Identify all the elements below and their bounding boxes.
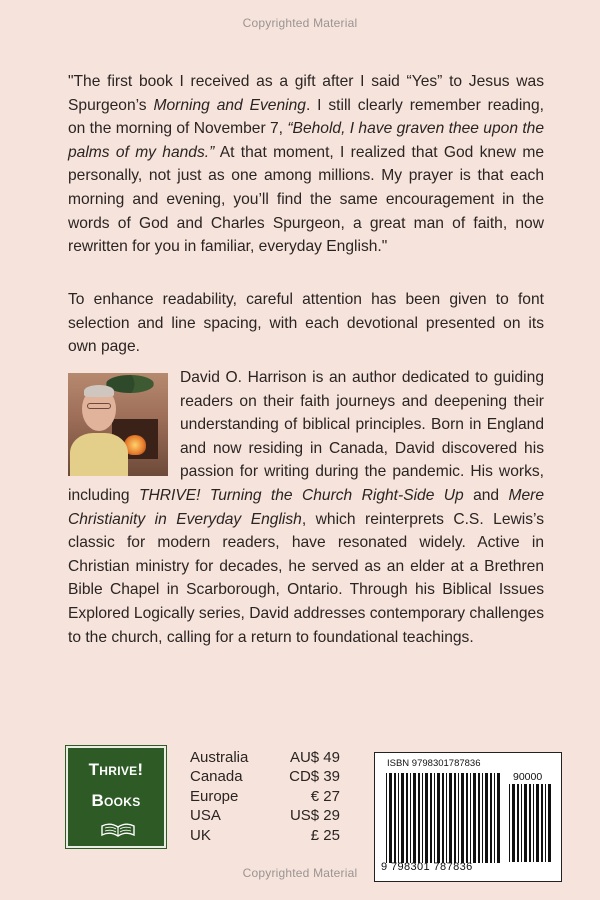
price-value: £ 25: [310, 826, 340, 844]
author-photo: [68, 373, 168, 476]
barcode-bar: [401, 773, 404, 863]
barcode-bar: [425, 773, 428, 863]
price-row-australia: [190, 748, 340, 767]
barcode-bar: [548, 784, 551, 862]
barcode-bar: [512, 784, 515, 862]
barcode-bar: [458, 773, 459, 863]
barcode-bar: [470, 773, 471, 863]
price-row-europe: [190, 787, 340, 806]
price-row-usa: [190, 806, 340, 825]
barcode-bar: [442, 773, 444, 863]
watermark-top: Copyrighted Material: [242, 16, 358, 30]
barcode-bar: [454, 773, 456, 863]
readability-paragraph: [68, 288, 544, 359]
barcode-bar: [389, 773, 392, 863]
publisher-logo: [66, 746, 166, 848]
barcode-bar: [398, 773, 399, 863]
barcode-bar: [485, 773, 488, 863]
barcode-bar: [446, 773, 447, 863]
price-row-uk: [190, 826, 340, 845]
barcode-bar: [494, 773, 495, 863]
barcode-bar: [533, 784, 534, 862]
quote-text-2: . I still clearly remember reading, on the morning of November 7,: [68, 96, 544, 138]
price-list: [190, 748, 340, 845]
barcode-bar: [524, 784, 527, 862]
bio-book-thrive: THRIVE! Turning the Church Right-Side Up: [138, 486, 464, 504]
price-value: AU$ 49: [289, 749, 340, 766]
hair-shape: [84, 385, 114, 397]
glasses-shape: [87, 403, 111, 409]
barcode-bar: [529, 784, 531, 862]
barcode-bar: [536, 784, 539, 862]
publisher-name-line2: Books: [91, 791, 141, 810]
sweater-shape: [70, 433, 128, 476]
barcode-bar: [482, 773, 483, 863]
quote-verse: “Behold, I have graven thee upon the palms of my hands.”: [68, 120, 545, 161]
barcode-bar: [466, 773, 468, 863]
price-region: USA: [190, 807, 221, 825]
price-row-canada: [190, 767, 340, 786]
bio-text-3: , which reinterprets C.S. Lewis’s classic for modern readers, have resonated widely. Active in Christian ministry for decades, he served as an elder at a Brethren Bible Chapel in Scarborough, Ontario. Through his Biblical Issues Explored Logically series, David addresses contemporary challenges to the church, calling for a return to foundational teachings.: [68, 510, 544, 646]
watermark-bottom: Copyrighted Material: [242, 866, 358, 880]
barcode-bar: [497, 773, 500, 863]
barcode-bar: [449, 773, 452, 863]
barcode-bar: [473, 773, 476, 863]
price-value: € 27: [310, 787, 340, 805]
barcode-bar: [490, 773, 492, 863]
barcode-bar: [437, 773, 440, 863]
barcode-bar: [386, 773, 387, 863]
barcode-bar: [545, 784, 546, 862]
barcode-bars-main: [386, 773, 504, 863]
barcode-bar: [521, 784, 522, 862]
barcode-bar: [461, 773, 464, 863]
barcode-bars-addon: [509, 784, 555, 862]
price-region: Australia: [190, 749, 249, 766]
barcode-bar: [434, 773, 435, 863]
price-value: US$ 29: [289, 807, 340, 825]
barcode-bar: [517, 784, 519, 862]
price-value: CD$ 39: [289, 768, 340, 786]
barcode-bar: [422, 773, 423, 863]
barcode-bar: [509, 784, 510, 862]
barcode-digits: 9 798301 787836: [381, 861, 473, 873]
quote-text-1: "The first book I received as a gift after I said “Yes” to Jesus was Spurgeon’s: [68, 73, 544, 114]
price-region: Canada: [190, 768, 243, 786]
bio-text-2: and: [463, 486, 509, 504]
addon-number: 90000: [513, 771, 543, 783]
barcode-bar: [541, 784, 543, 862]
publisher-name-line1: Thrive!: [88, 760, 144, 779]
price-region: Europe: [190, 787, 239, 805]
author-bio: [68, 366, 544, 649]
open-book-icon: [100, 822, 136, 838]
quote-book-title: Morning and Evening: [153, 96, 306, 114]
barcode-bar: [406, 773, 408, 863]
barcode-bar: [413, 773, 416, 863]
barcode-bar: [430, 773, 432, 863]
isbn-barcode: [374, 752, 562, 882]
isbn-label: ISBN 9798301787836: [387, 758, 481, 769]
quote-paragraph: [68, 70, 544, 259]
quote-text-3: At that moment, I realized that God knew me personally, not just as one among millions. My prayer is that each morning and evening, you’ll find the same encouragement in the words of God and Charles Spurgeon, a great man of faith, now rewritten for you in familiar, everyday English.": [68, 143, 544, 256]
barcode-bar: [418, 773, 420, 863]
barcode-bar: [394, 773, 396, 863]
price-region: UK: [190, 826, 211, 844]
bio-text-1: David O. Harrison is an author dedicated to guiding readers on their faith journeys and deepening their understanding of biblical principles. Born in England and now residing in Canada, David discovered his passion for writing during the pandemic. His works, including: [68, 369, 544, 504]
barcode-bar: [410, 773, 411, 863]
readability-text: To enhance readability, careful attention has been given to font selection and line spacing, with each devotional presented on its own page.: [68, 291, 544, 356]
barcode-bar: [478, 773, 480, 863]
bio-book-mere-christianity: Mere Christianity in Everyday English: [68, 486, 545, 528]
